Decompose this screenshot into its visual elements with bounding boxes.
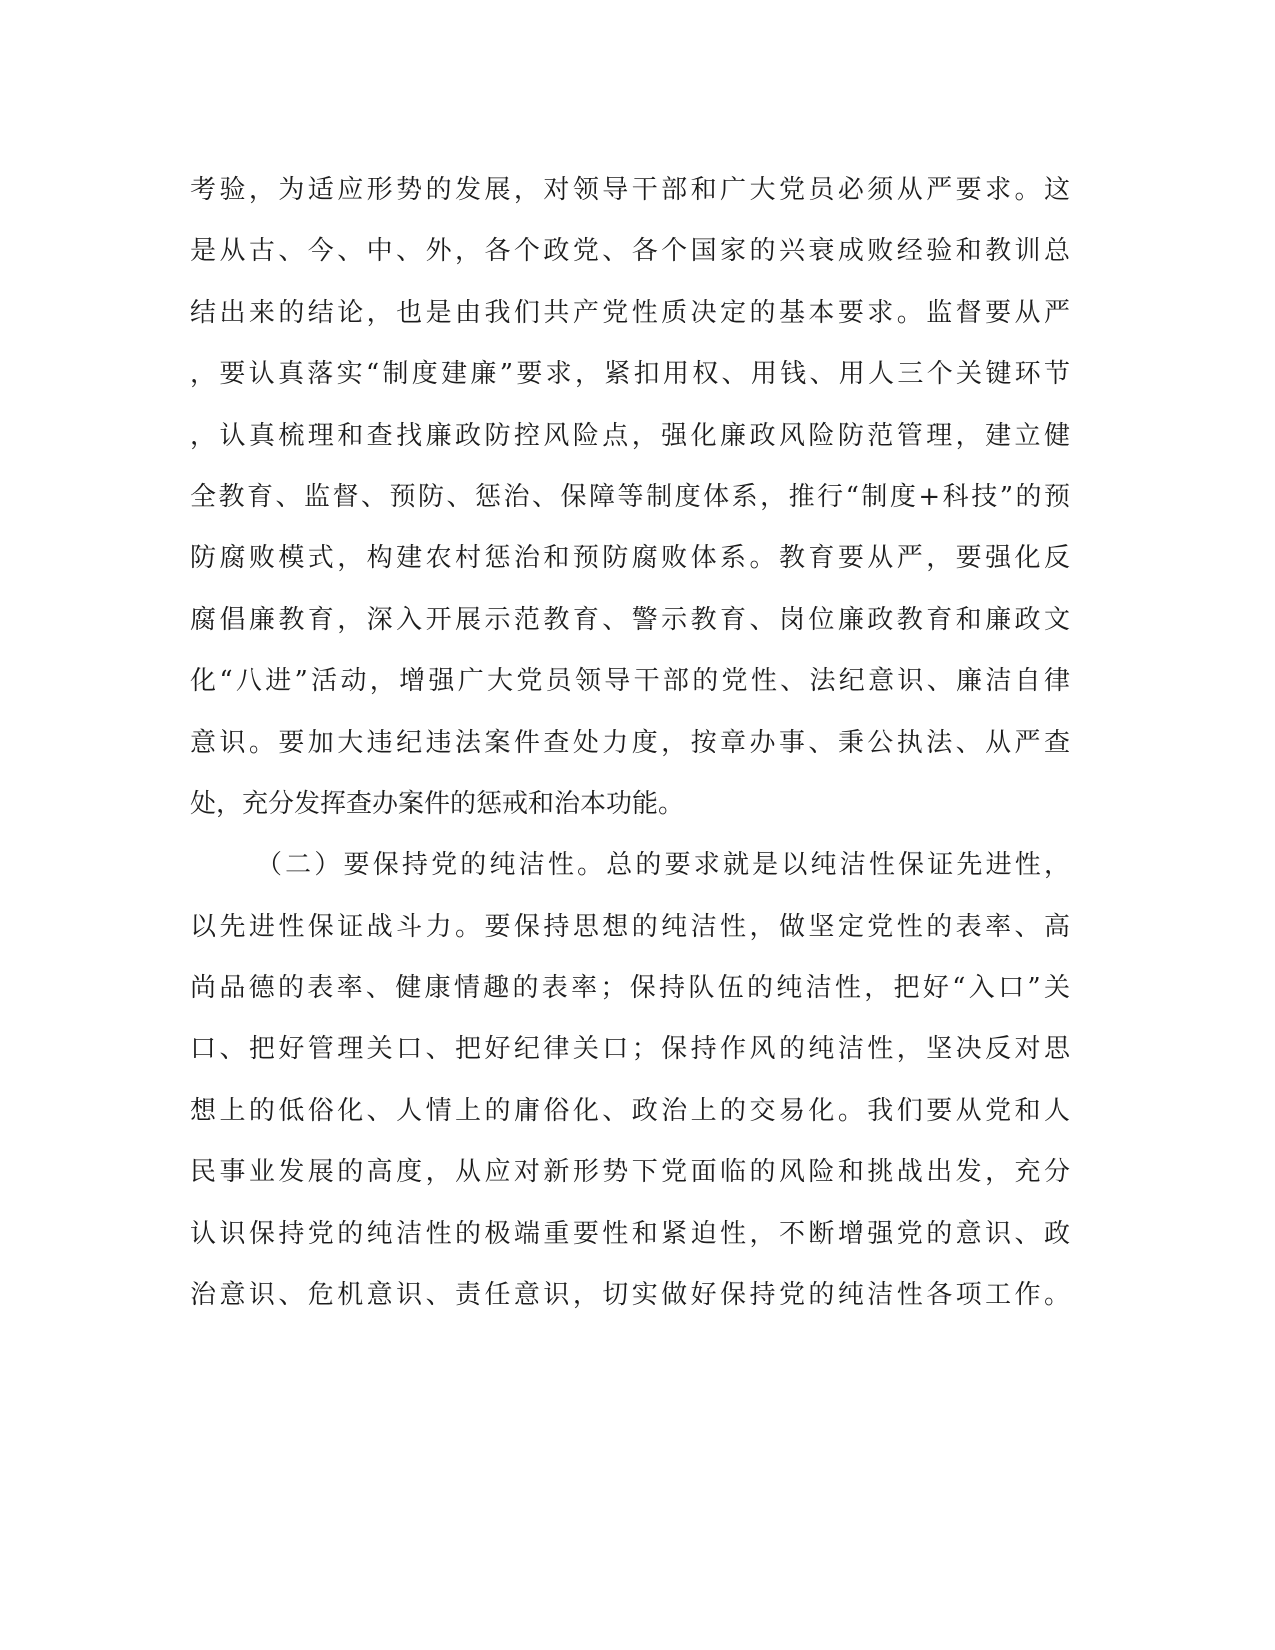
- text-line: 口、把好管理关口、把好纪律关口；保持作风的纯洁性，坚决反对思: [190, 1034, 1070, 1065]
- text-line: ，认真梳理和查找廉政防控风险点，强化廉政风险防范管理，建立健: [190, 420, 1070, 451]
- text-line: 腐倡廉教育，深入开展示范教育、警示教育、岗位廉政教育和廉政文: [190, 604, 1070, 635]
- text-line: 认识保持党的纯洁性的极端重要性和紧迫性，不断增强党的意识、政: [190, 1218, 1070, 1249]
- text-line: 结出来的结论，也是由我们共产党性质决定的基本要求。监督要从严: [190, 297, 1070, 328]
- text-line: ，要认真落实“制度建廉”要求，紧扣用权、用钱、用人三个关键环节: [190, 359, 1070, 390]
- text-line: 意识。要加大违纪违法案件查处力度，按章办事、秉公执法、从严查: [190, 727, 1070, 758]
- text-line: 全教育、监督、预防、惩治、保障等制度体系，推行“制度+科技”的预: [190, 481, 1070, 512]
- document-body: [190, 160, 1070, 1326]
- paragraph-1: [190, 160, 1070, 835]
- text-line: 民事业发展的高度，从应对新形势下党面临的风险和挑战出发，充分: [190, 1157, 1070, 1188]
- text-line: 是从古、今、中、外，各个政党、各个国家的兴衰成败经验和教训总: [190, 236, 1070, 267]
- text-line: 以先进性保证战斗力。要保持思想的纯洁性，做坚定党性的表率、高: [190, 911, 1070, 942]
- paragraph-2: [190, 835, 1070, 1326]
- text-line: 考验，为适应形势的发展，对领导干部和广大党员必须从严要求。这: [190, 175, 1070, 205]
- text-line: 想上的低俗化、人情上的庸俗化、政治上的交易化。我们要从党和人: [190, 1095, 1070, 1126]
- text-line: 治意识、危机意识、责任意识，切实做好保持党的纯洁性各项工作。: [190, 1280, 1070, 1311]
- text-line: 处，充分发挥查办案件的惩戒和治本功能。: [190, 788, 685, 819]
- text-line: （二）要保持党的纯洁性。总的要求就是以纯洁性保证先进性，: [256, 850, 1070, 881]
- text-line: 化“八进”活动，增强广大党员领导干部的党性、法纪意识、廉洁自律: [190, 666, 1070, 697]
- text-line: 尚品德的表率、健康情趣的表率；保持队伍的纯洁性，把好“入口”关: [190, 973, 1070, 1004]
- text-line: 防腐败模式，构建农村惩治和预防腐败体系。教育要从严，要强化反: [190, 543, 1070, 574]
